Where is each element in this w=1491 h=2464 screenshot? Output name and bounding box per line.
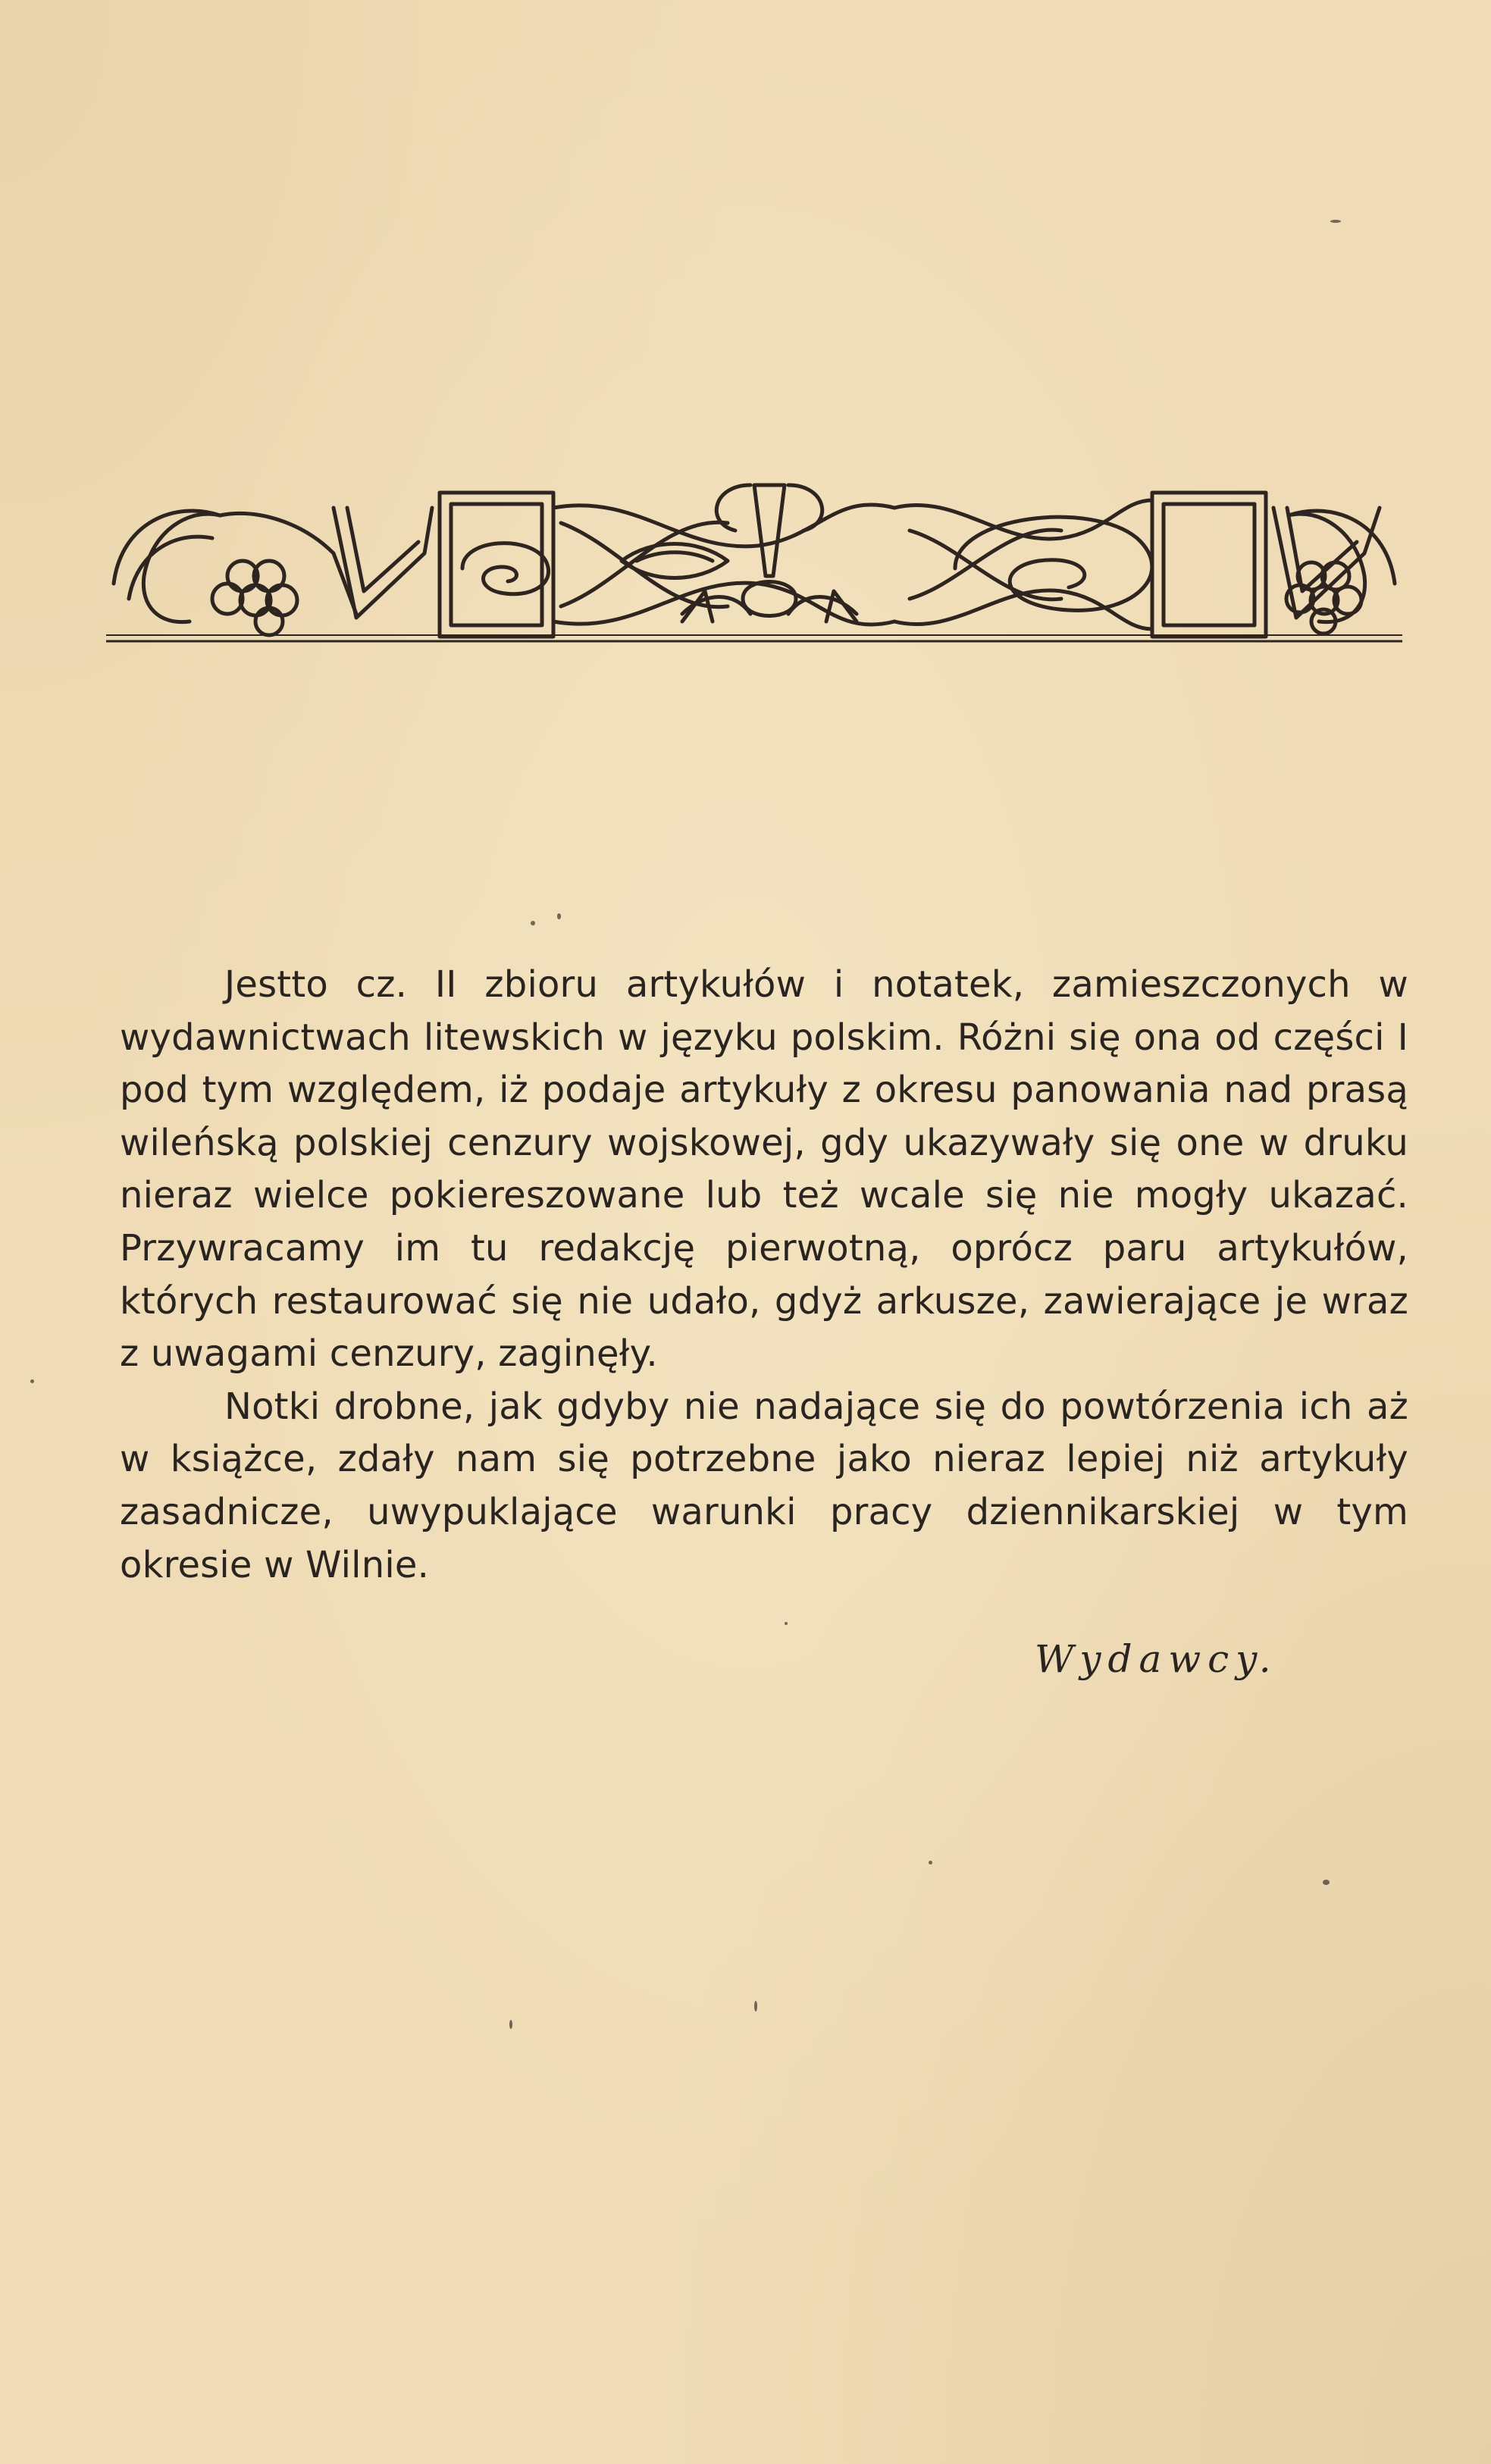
preface-paragraph-2: Notki drobne, jak gdyby nie nadające się do powtórzenia ich aż w książce, zdały nam się potrzebne jako nieraz lepiej niż artykuły zasadnicze, uwypuklające warunki pracy dziennikarskiej w tym okresie w Wilnie. [120,1385,1408,1586]
print-speck [509,2020,512,2029]
print-speck [30,1379,34,1383]
print-speck [754,2001,757,2012]
signature: Wydawcy. [1035,1637,1278,1681]
print-speck [557,913,561,919]
preface-text [120,959,1408,1592]
headpiece-ornament [106,462,1402,652]
preface-paragraph-1: Jestto cz. II zbioru artykułów i notatek, zamieszczonych w wydawnictwach litewskich w języku polskim. Różni się ona od części I pod tym względem, iż podaje artykuły z okresu panowania nad prasą wileńską polskiej cenzury wojskowej, gdy ukazywały się one w druku nieraz wielce pokiereszowane lub też wcale się nie mogły ukazać. Przywracamy im tu redakcję pierwotną, oprócz paru artykułów, których restaurować się nie udało, gdyż arkusze, zawierające je wraz z uwagami cenzury, zaginęły. [120,963,1408,1376]
print-speck [531,921,535,925]
print-speck [785,1622,788,1625]
print-speck [929,1861,932,1864]
print-speck [1330,220,1341,223]
print-speck [1323,1880,1330,1885]
